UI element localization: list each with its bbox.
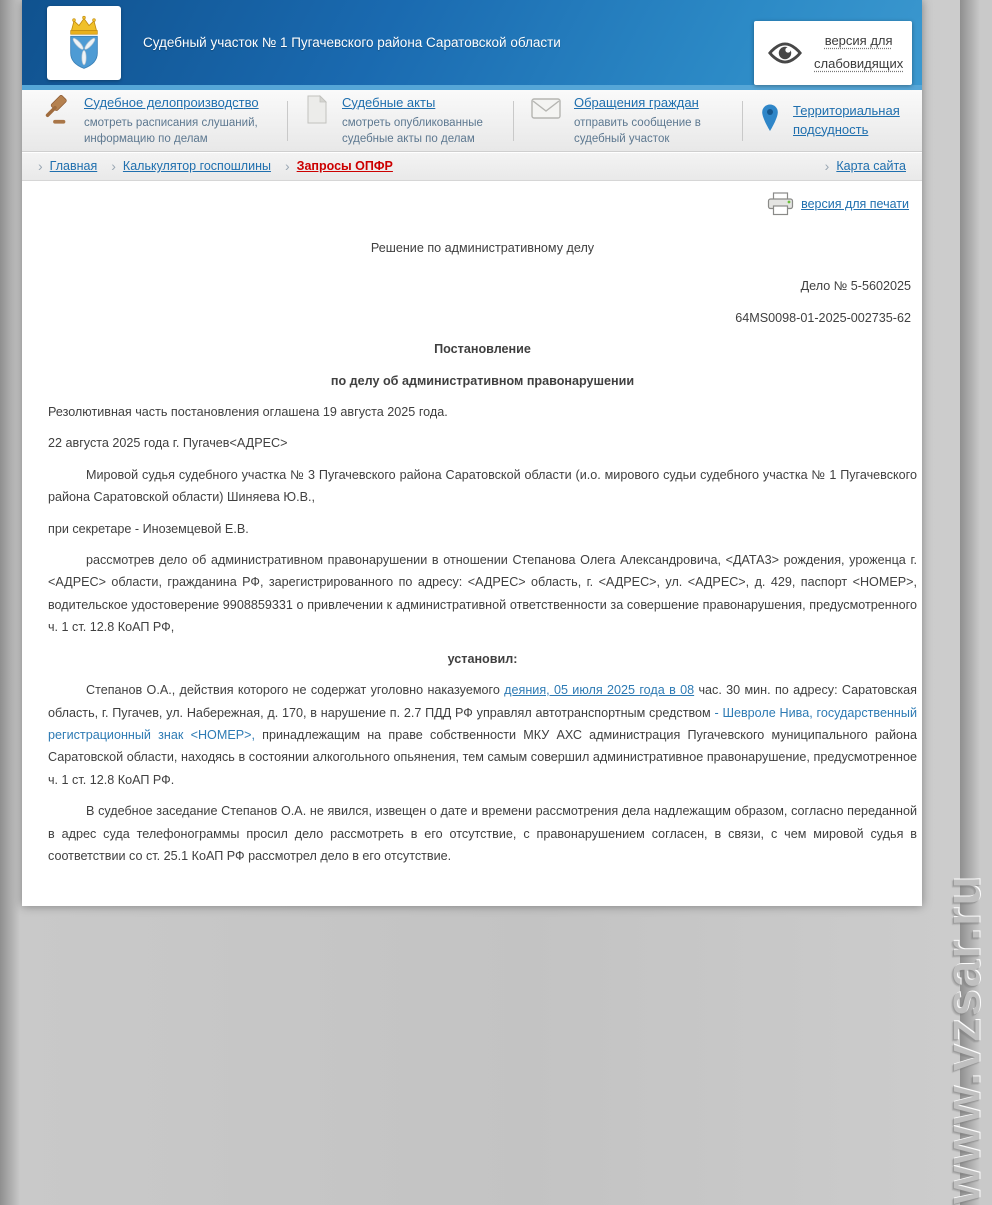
eye-icon (766, 41, 804, 65)
envelope-icon (531, 98, 561, 119)
sitemap-link[interactable]: Карта сайта (836, 159, 906, 173)
site-title: Судебный участок № 1 Пугачевского района Саратовской области (143, 35, 561, 50)
breadcrumb-opfr-requests[interactable]: Запросы ОПФР (296, 159, 393, 173)
offense-date-link[interactable]: деяния, 05 июля 2025 года в 08 (504, 683, 695, 698)
printer-icon[interactable] (767, 192, 794, 216)
main-navigation (22, 90, 922, 152)
nav-item-text (793, 102, 913, 140)
paragraph-ustanovil: установил: (447, 651, 518, 666)
paragraph-judge: Мировой судья судебного участка № 3 Пугачевского района Саратовской области (и.о. мирового судьи судебного участка № 1 Пугачевского района Саратовской области) Шиняева Ю.В., (48, 467, 917, 505)
page-container (22, 0, 991, 1205)
nav-link-territorial-jurisdiction[interactable]: Территориальная подсудность (793, 102, 900, 137)
nav-subtitle: смотреть расписания слушаний, информацию по делам (84, 117, 258, 145)
breadcrumb-fee-calculator[interactable]: Калькулятор госпошлины (122, 159, 271, 173)
document-content (22, 181, 991, 1205)
breadcrumb-home[interactable]: Главная (49, 159, 98, 173)
nav-item-citizen-appeals[interactable] (514, 94, 742, 148)
site-header (22, 0, 922, 90)
paragraph-resolution-date: Резолютивная часть постановления оглашена 19 августа 2025 года. (48, 405, 448, 420)
nav-link-court-proceedings[interactable]: Судебное делопроизводство (84, 94, 259, 110)
nav-link-citizen-appeals[interactable]: Обращения граждан (574, 94, 699, 110)
document-heading: Постановление (434, 342, 531, 357)
document-icon (305, 95, 329, 124)
nav-item-court-proceedings[interactable] (22, 94, 287, 148)
paragraph-offense-details (48, 679, 917, 791)
map-pin-icon (760, 103, 780, 132)
breadcrumb (22, 152, 922, 181)
offense-text-segment: принадлежащим на праве собственности МКУ АХС администрация Пугачевского муниципального района Саратовской области, находясь в состоянии алкогольного опьянения, тем самым совершил административное правонарушение, предусмотренное ч. 1 ст. 12.8 КоАП РФ. (48, 727, 917, 787)
watermark: www.vzsar.ru (935, 875, 991, 1205)
case-number: Дело № 5-5602025 (800, 279, 911, 294)
accessibility-version-button[interactable] (754, 21, 912, 85)
offense-text-segment: Степанов О.А., действия которого не содержат уголовно наказуемого (86, 683, 505, 698)
nav-item-text (84, 94, 287, 148)
case-uid: 64MS0098-01-2025-002735-62 (735, 310, 911, 325)
nav-subtitle: смотреть опубликованные судебные акты по делам (342, 117, 483, 145)
chevron-right-icon: › (38, 158, 43, 174)
nav-subtitle: отправить сообщение в судебный участок (574, 117, 701, 145)
nav-item-court-acts[interactable] (288, 94, 513, 148)
nav-link-court-acts[interactable]: Судебные акты (342, 94, 436, 110)
vehicle-link[interactable]: - Шевроле Нива, государственный регистрационный знак <НОМЕР>, (48, 705, 917, 742)
coat-of-arms-logo[interactable] (47, 6, 121, 80)
paragraph-hearing-absence: В судебное заседание Степанов О.А. не явился, извещен о дате и времени рассмотрения дела надлежащим образом, согласно переданной в адрес суда телефонограммы просил дело рассмотреть в его отсутствие, с правонарушением согласен, в связи, с чем мировой судья в соответствии со ст. 25.1 КоАП РФ рассмотрел дело в его отсутствие. (48, 804, 917, 863)
offense-text-segment: час. 30 мин. по адресу: Саратовская область, г. Пугачев, ул. Набережная, д. 170, в нарушение п. 2.7 ПДД РФ управлял автотранспортным средством (48, 683, 917, 720)
chevron-right-icon: › (284, 158, 290, 174)
nav-item-territorial-jurisdiction[interactable] (743, 102, 921, 140)
nav-item-text (342, 94, 513, 148)
chevron-right-icon: › (824, 158, 830, 174)
print-version-link[interactable]: версия для печати (801, 197, 909, 211)
saratov-crest-icon (54, 10, 114, 76)
paragraph-secretary: при секретаре - Иноземцевой Е.В. (48, 521, 249, 536)
paragraph-case-review: рассмотрев дело об административном правонарушении в отношении Степанова Олега Александровича, <ДАТА3> рождения, уроженца г. <АДРЕС> области, гражданина РФ, зарегистрированного по адресу: <АДРЕС> область, г. <АДРЕС>, ул. <АДРЕС>, д. 429, паспорт <НОМЕР>, водительское удостоверение 9908859331 о привлечении к административной ответственности за совершение правонарушения, предусмотренного ч. 1 ст. 12.8 КоАП РФ, (48, 553, 917, 635)
gavel-icon (39, 95, 71, 126)
document-title: Решение по административному делу (370, 241, 595, 255)
paragraph-decision-date: 22 августа 2025 года г. Пугачев<АДРЕС> (48, 436, 288, 451)
accessibility-version-label: версия для слабовидящих (814, 33, 904, 71)
chevron-right-icon: › (111, 158, 116, 174)
nav-item-text (574, 94, 742, 148)
document-subheading: по делу об административном правонарушении (330, 373, 635, 388)
print-version-row (48, 191, 917, 217)
